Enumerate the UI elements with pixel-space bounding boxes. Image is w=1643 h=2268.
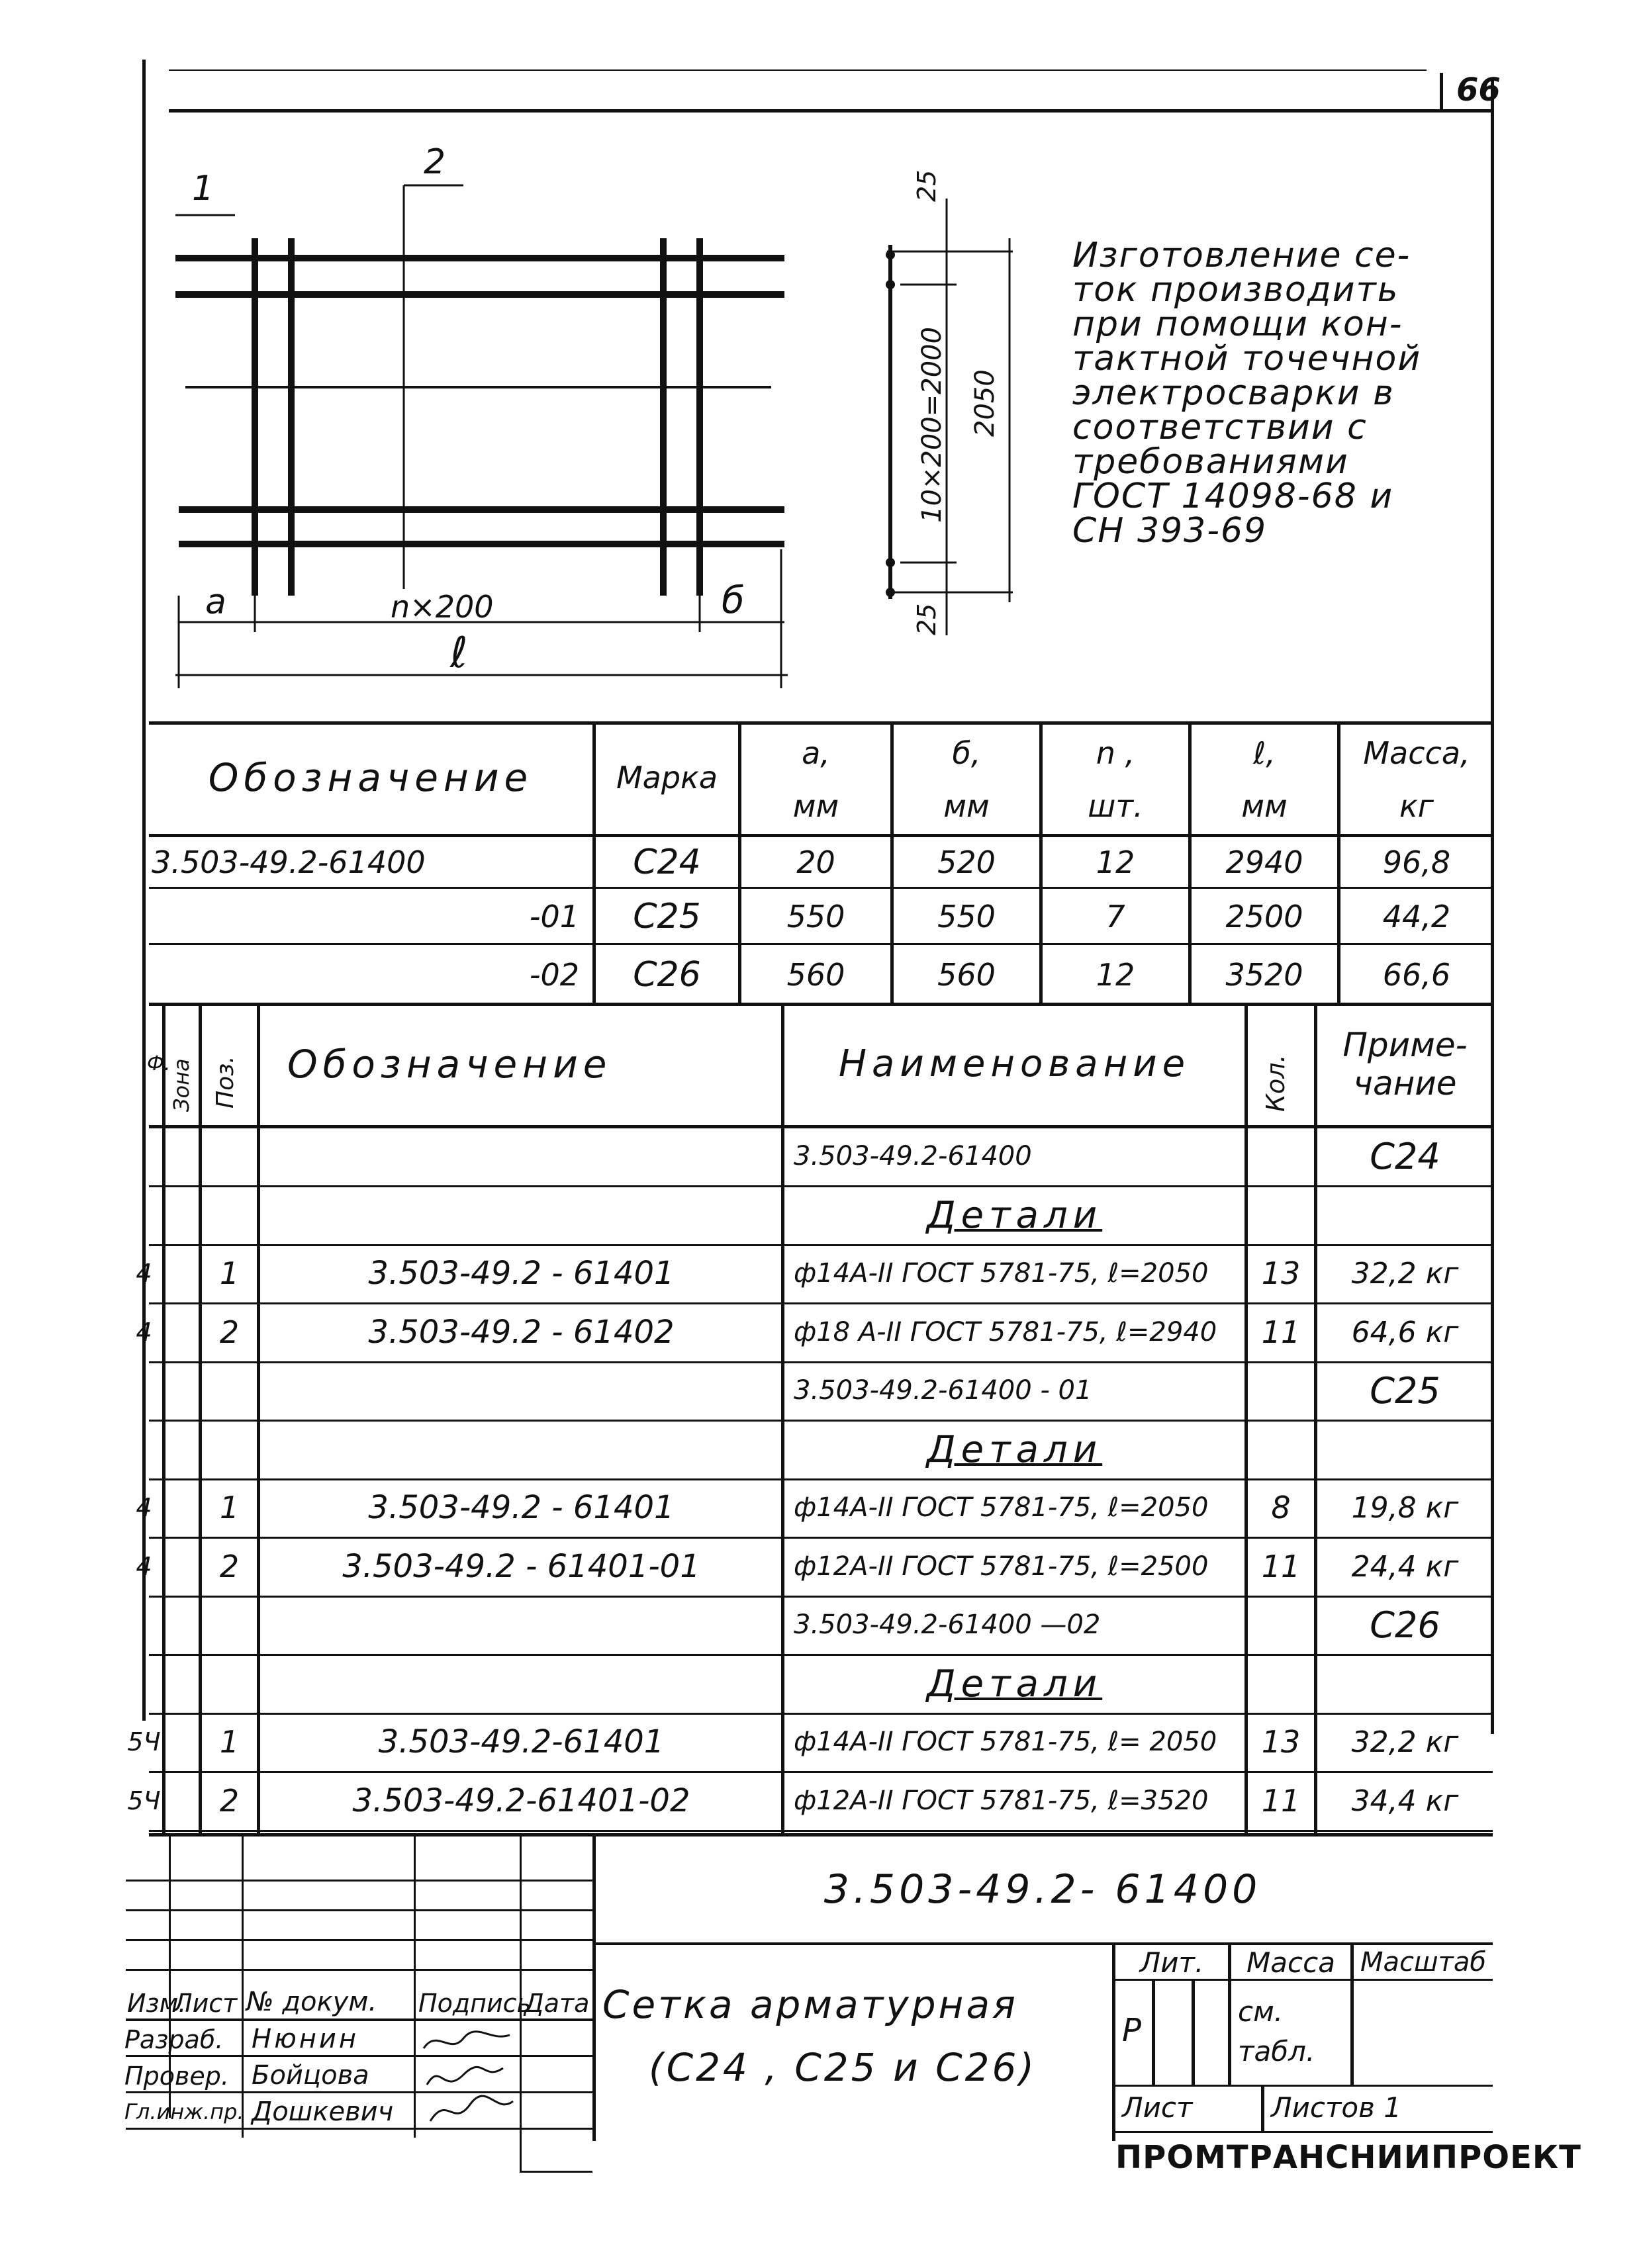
- marks-cell-n: 12: [1096, 844, 1135, 880]
- dim-label-b: б: [722, 579, 745, 622]
- marks-cell-l: 2500: [1225, 899, 1303, 934]
- spec-cell-format: 5Ч: [127, 1786, 161, 1816]
- marks-cell-a: 550: [786, 899, 845, 934]
- spec-cell-pos: [202, 1187, 257, 1244]
- marks-cell-b: 560: [937, 956, 996, 993]
- marks-cell-a: 560: [786, 956, 845, 993]
- spec-cell-name: 3.503-49.2-61400: [794, 1141, 1032, 1172]
- spec-cell-designation: 3.503-49.2-61401: [378, 1723, 665, 1761]
- spec-cell-note: [1317, 1187, 1493, 1244]
- spec-cell-qty: [1248, 1128, 1314, 1185]
- spec-cell-note: 19,8 кг: [1351, 1490, 1459, 1525]
- drawing-title-line1: Сетка арматурная: [602, 1982, 1018, 2027]
- spec-cell-note: 32,2 кг: [1351, 1256, 1459, 1291]
- section-dim-total: 2050: [970, 369, 1000, 437]
- spec-cell-qty: 13: [1261, 1255, 1301, 1292]
- spec-cell-name: ф14А-II ГОСТ 5781-75, ℓ=2050: [794, 1258, 1209, 1289]
- marks-cell-mass: 96,8: [1382, 844, 1451, 880]
- section-dim-top: 25: [912, 169, 941, 202]
- spec-cell-note: 64,6 кг: [1351, 1315, 1459, 1349]
- sheets-label: Листов 1: [1271, 2091, 1401, 2124]
- signatures: [417, 2022, 523, 2128]
- spec-cell-pos: [202, 1422, 257, 1478]
- spec-cell-pos: 1: [219, 1724, 240, 1760]
- staff-role-chief: Гл.инж.пр.: [124, 2099, 244, 2124]
- spec-cell-format: 5Ч: [127, 1727, 161, 1757]
- spec-cell-pos: 1: [219, 1255, 240, 1292]
- spec-cell-name: ф12А-II ГОСТ 5781-75, ℓ=2500: [794, 1551, 1209, 1582]
- marks-cell-designation: 3.503-49.2-61400: [152, 844, 426, 880]
- marks-cell-l: 2940: [1225, 844, 1303, 880]
- spec-cell-qty: [1248, 1656, 1314, 1712]
- spec-cell-note: [1317, 1422, 1493, 1478]
- header-doc-no: № докум.: [246, 1987, 377, 2017]
- marks-cell-n: 12: [1096, 956, 1135, 993]
- spec-cell-note: С25: [1370, 1369, 1440, 1412]
- marks-header-a: а,: [802, 735, 830, 771]
- spec-cell-pos: [202, 1597, 257, 1653]
- marks-cell-designation: -02: [529, 956, 579, 993]
- spec-cell-qty: 13: [1261, 1724, 1301, 1760]
- spec-cell-qty: 11: [1261, 1783, 1301, 1819]
- spec-header-designation: Обозначение: [287, 1041, 612, 1087]
- spec-cell-designation: [261, 1363, 781, 1419]
- spec-cell-format: [126, 1656, 162, 1712]
- dim-label-l: ℓ: [450, 629, 468, 678]
- spec-cell-pos: [202, 1656, 257, 1712]
- section-dim-bottom: 25: [912, 603, 941, 635]
- section-dim-middle: 10×200=2000: [917, 326, 947, 523]
- bar-label-1: 1: [192, 169, 214, 208]
- marks-header-mark: Марка: [616, 760, 718, 795]
- marks-header-b: б,: [952, 735, 981, 771]
- marks-header-n: n ,: [1096, 735, 1135, 771]
- staff-role-checker: Провер.: [124, 2062, 229, 2091]
- spec-cell-designation: 3.503-49.2-61401-02: [352, 1782, 690, 1820]
- spec-cell-name: ф14А-II ГОСТ 5781-75, ℓ= 2050: [794, 1727, 1217, 1758]
- marks-header-designation: Обозначение: [208, 755, 534, 800]
- header-date: Дата: [524, 1989, 590, 2018]
- spec-cell-note: 34,4 кг: [1351, 1784, 1459, 1818]
- spec-cell-format: 4: [136, 1318, 152, 1347]
- spec-cell-pos: 2: [219, 1314, 240, 1351]
- spec-header-qty: Кол.: [1261, 1054, 1290, 1112]
- marks-cell-mark: С26: [633, 954, 701, 995]
- marks-cell-a: 20: [796, 844, 835, 880]
- dim-label-n: n×200: [391, 589, 494, 625]
- spec-cell-qty: [1248, 1187, 1314, 1244]
- spec-cell-designation: [261, 1422, 781, 1478]
- spec-cell-qty: 11: [1261, 1549, 1301, 1585]
- marks-header-n-unit: шт.: [1088, 788, 1143, 824]
- marks-header-b-unit: мм: [943, 788, 990, 824]
- spec-cell-name: Детали: [926, 1193, 1103, 1237]
- spec-cell-note: С24: [1370, 1135, 1440, 1177]
- spec-cell-format: [126, 1422, 162, 1478]
- spec-cell-name: Детали: [926, 1662, 1103, 1705]
- spec-cell-designation: [261, 1187, 781, 1244]
- marks-cell-mass: 44,2: [1382, 899, 1451, 934]
- scale-label: Масштаб: [1360, 1947, 1487, 1977]
- spec-cell-name: ф18 А-II ГОСТ 5781-75, ℓ=2940: [794, 1317, 1217, 1348]
- doc-code: 3.503-49.2- 61400: [823, 1866, 1262, 1913]
- spec-cell-qty: 11: [1261, 1314, 1301, 1351]
- page-number: 66: [1456, 71, 1501, 109]
- marks-header-mass: Масса,: [1363, 735, 1470, 771]
- marks-cell-l: 3520: [1225, 956, 1303, 993]
- spec-cell-note: 24,4 кг: [1351, 1549, 1459, 1584]
- marks-cell-mark: С25: [633, 897, 701, 936]
- manufacturing-note: Изготовление се- ток производить при помощи кон- тактной точечной электросварки в соответствии с требованиями ГОСТ 14098-68 и СН 393-69: [1072, 236, 1422, 551]
- spec-cell-name: Детали: [926, 1428, 1103, 1471]
- spec-cell-note: 32,2 кг: [1351, 1725, 1459, 1759]
- spec-header-pos: Поз.: [212, 1056, 239, 1109]
- spec-cell-format: [126, 1128, 162, 1185]
- spec-cell-format: [126, 1187, 162, 1244]
- marks-header-mass-unit: кг: [1399, 788, 1434, 824]
- dim-label-a: а: [205, 582, 226, 622]
- spec-header-zone: Зона: [169, 1058, 194, 1112]
- marks-header-a-unit: мм: [792, 788, 839, 824]
- lit-label: Лит.: [1139, 1946, 1204, 1979]
- header-izm: Изм.: [127, 1989, 187, 2018]
- spec-cell-pos: 1: [219, 1490, 240, 1526]
- marks-cell-mark: С24: [633, 842, 701, 882]
- spec-cell-format: 4: [136, 1493, 152, 1523]
- spec-cell-designation: 3.503-49.2 - 61401: [368, 1489, 675, 1527]
- spec-cell-format: 4: [136, 1259, 152, 1289]
- spec-cell-designation: 3.503-49.2 - 61401: [368, 1255, 675, 1293]
- marks-cell-b: 550: [937, 899, 996, 934]
- sheet-label: Лист: [1122, 2091, 1193, 2124]
- spec-cell-pos: [202, 1363, 257, 1419]
- marks-cell-n: 7: [1105, 899, 1125, 934]
- spec-cell-designation: 3.503-49.2 - 61401-01: [342, 1548, 700, 1586]
- spec-cell-name: 3.503-49.2-61400 - 01: [794, 1375, 1092, 1406]
- spec-cell-pos: 2: [219, 1549, 240, 1585]
- spec-cell-qty: [1248, 1363, 1314, 1419]
- marks-cell-b: 520: [937, 844, 996, 880]
- spec-cell-name: ф14А-II ГОСТ 5781-75, ℓ=2050: [794, 1492, 1209, 1523]
- mass-label: Масса: [1246, 1946, 1335, 1979]
- staff-name-developer: Нюнин: [252, 2024, 359, 2054]
- mass-value: см. табл.: [1238, 1995, 1315, 2067]
- spec-cell-qty: 8: [1271, 1490, 1291, 1526]
- spec-cell-note: С26: [1370, 1604, 1440, 1646]
- spec-cell-qty: [1248, 1597, 1314, 1653]
- spec-cell-format: [126, 1363, 162, 1419]
- spec-cell-name: 3.503-49.2-61400 —02: [794, 1610, 1101, 1641]
- spec-header-name: Наименование: [838, 1042, 1191, 1085]
- spec-cell-qty: [1248, 1422, 1314, 1478]
- spec-cell-format: [126, 1597, 162, 1653]
- spec-header-format: Ф.: [147, 1052, 171, 1075]
- staff-name-checker: Бойцова: [252, 2060, 369, 2091]
- spec-cell-pos: [202, 1128, 257, 1185]
- spec-cell-designation: 3.503-49.2 - 61402: [368, 1314, 675, 1351]
- marks-header-l-unit: мм: [1241, 788, 1288, 824]
- lit-value: Р: [1122, 2012, 1141, 2049]
- marks-cell-mass: 66,6: [1382, 956, 1451, 993]
- spec-cell-note: [1317, 1656, 1493, 1712]
- spec-cell-pos: 2: [219, 1783, 240, 1819]
- header-sign: Подпись: [418, 1989, 532, 2018]
- spec-cell-format: 4: [136, 1552, 152, 1582]
- spec-cell-name: ф12А-II ГОСТ 5781-75, ℓ=3520: [794, 1786, 1209, 1817]
- spec-header-note: Приме- чание: [1342, 1025, 1468, 1103]
- spec-cell-designation: [261, 1656, 781, 1712]
- spec-cell-designation: [261, 1128, 781, 1185]
- staff-name-chief: Дошкевич: [252, 2097, 394, 2127]
- marks-cell-designation: -01: [529, 899, 579, 934]
- staff-role-developer: Разраб.: [124, 2025, 224, 2054]
- organization-name: ПРОМТРАНСНИИПРОЕКТ: [1115, 2139, 1581, 2176]
- spec-cell-designation: [261, 1597, 781, 1653]
- bar-label-2: 2: [424, 142, 446, 182]
- header-list: Лист: [173, 1989, 238, 2018]
- drawing-title-line2: (С24 , С25 и С26): [649, 2045, 1037, 2090]
- marks-header-l: ℓ,: [1253, 735, 1276, 771]
